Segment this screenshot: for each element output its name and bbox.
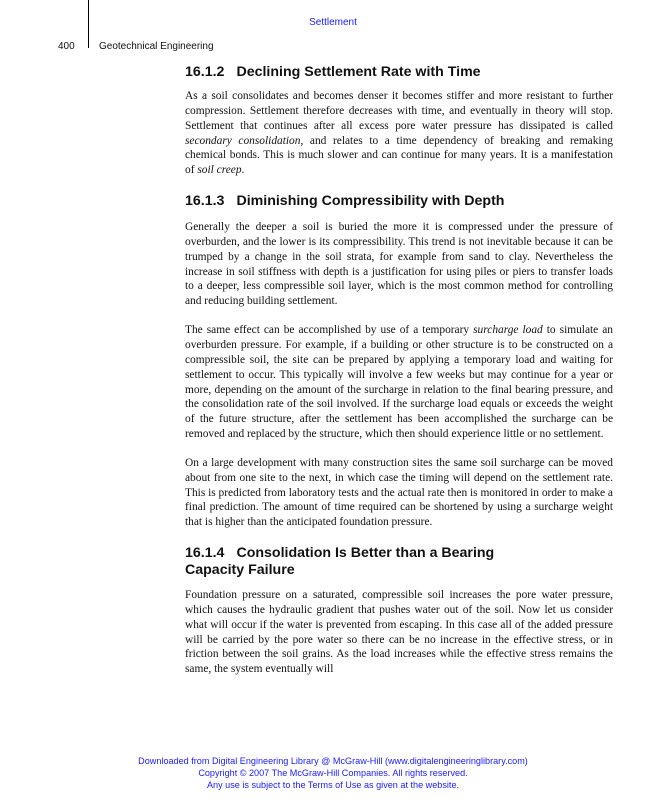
paragraph: Generally the deeper a soil is buried the more it is compressed under the pressure of overburden, and the lower is its compressibility. This trend is not inevitable because it can be trumped by a change in the soil strata, for example from sand to clay. Nevertheless the increase in soil stiffness with depth is a justification for using piles or piers to transfer loads to a deeper, less compressible soil layer, which is the most common method for controlling and reducing building settlement.	[185, 221, 613, 308]
section-number: 16.1.3	[185, 193, 225, 210]
page-number: 400	[58, 41, 75, 52]
text-run: .	[241, 164, 245, 177]
paragraph: Foundation pressure on a saturated, compressible soil increases the pore water pressure, which causes the hydraulic gradient that pushes water out of the soil. Now let us consider what will occur if the water is prevented from escaping. In this case all of the added pressure will be carried by the pore water so there can be no increase in the effective stress, or in friction between the soil grains. As the load increases while the effective stress remains the same, the system eventually will	[185, 589, 613, 676]
text-run: The same effect can be accomplished by use of a temporary	[185, 324, 474, 337]
page-body	[185, 64, 613, 677]
section-heading-16-1-2	[185, 64, 613, 81]
section-number: 16.1.2	[185, 64, 225, 80]
section-title: Diminishing Compressibility with Depth	[236, 193, 505, 210]
footer-copyright[interactable]: Copyright © 2007 The McGraw-Hill Companies. All rights reserved.	[198, 768, 468, 778]
header-divider	[88, 0, 89, 48]
section-title: Consolidation Is Better than a Bearing	[236, 545, 495, 562]
section-title: Declining Settlement Rate with Time	[236, 64, 481, 80]
text-run: As a soil consolidates and becomes denser it becomes stiffer and more resistant to further compression. Settlement therefore decreases with time, and eventually in theory will stop. Settlement that continues after all excess pore water pressure has dissipated is called	[185, 90, 613, 132]
term-surcharge-load: surcharge load	[473, 324, 543, 337]
term-soil-creep: soil creep	[197, 164, 242, 177]
footer-terms[interactable]: Any use is subject to the Terms of Use as given at the website.	[206, 780, 460, 790]
section-title-cont: Capacity Failure	[185, 562, 295, 579]
paragraph	[185, 323, 613, 442]
footer-download-link[interactable]: Downloaded from Digital Engineering Library @ McGraw-Hill (www.digitalengineeringlibrary.com)	[138, 756, 528, 766]
section-number: 16.1.4	[185, 545, 225, 562]
footer	[0, 755, 666, 791]
section-heading-16-1-3	[185, 193, 613, 210]
text-run: to simulate an overburden pressure. For example, if a building or other structure is to be constructed on a compressible soil, the site can be prepared by applying a temporary load and waiting for settlement to occur. This typically will involve a few weeks but may continue for a year or more, depending on the amount of the surcharge in relation to the final bearing pressure, and the consolidation rate of the soil involved. If the surcharge load equals or exceeds the weight of the future structure, after the settlement has been accomplished the surcharge can be removed and replaced by the structure, which then should experience little or no settlement.	[185, 324, 614, 441]
section-heading-16-1-4	[185, 545, 613, 579]
paragraph: On a large development with many construction sites the same soil surcharge can be moved about from one site to the next, in which case the timing will depend on the settlement rate. This is predicted from laboratory tests and the actual rate then is monitored in order to make a final prediction. The amount of time required can be shortened by using a surcharge weight that is higher than the anticipated foundation pressure.	[185, 456, 613, 529]
text-run: , and relates to a time dependency of breaking and remaking chemical bonds. This is much slower and can continue for many years. It is a manifestation of	[185, 134, 613, 177]
chapter-link[interactable]: Settlement	[309, 17, 357, 28]
term-secondary-consolidation: secondary consolidation	[185, 134, 301, 147]
paragraph	[185, 89, 613, 178]
running-head: Geotechnical Engineering	[99, 41, 214, 52]
